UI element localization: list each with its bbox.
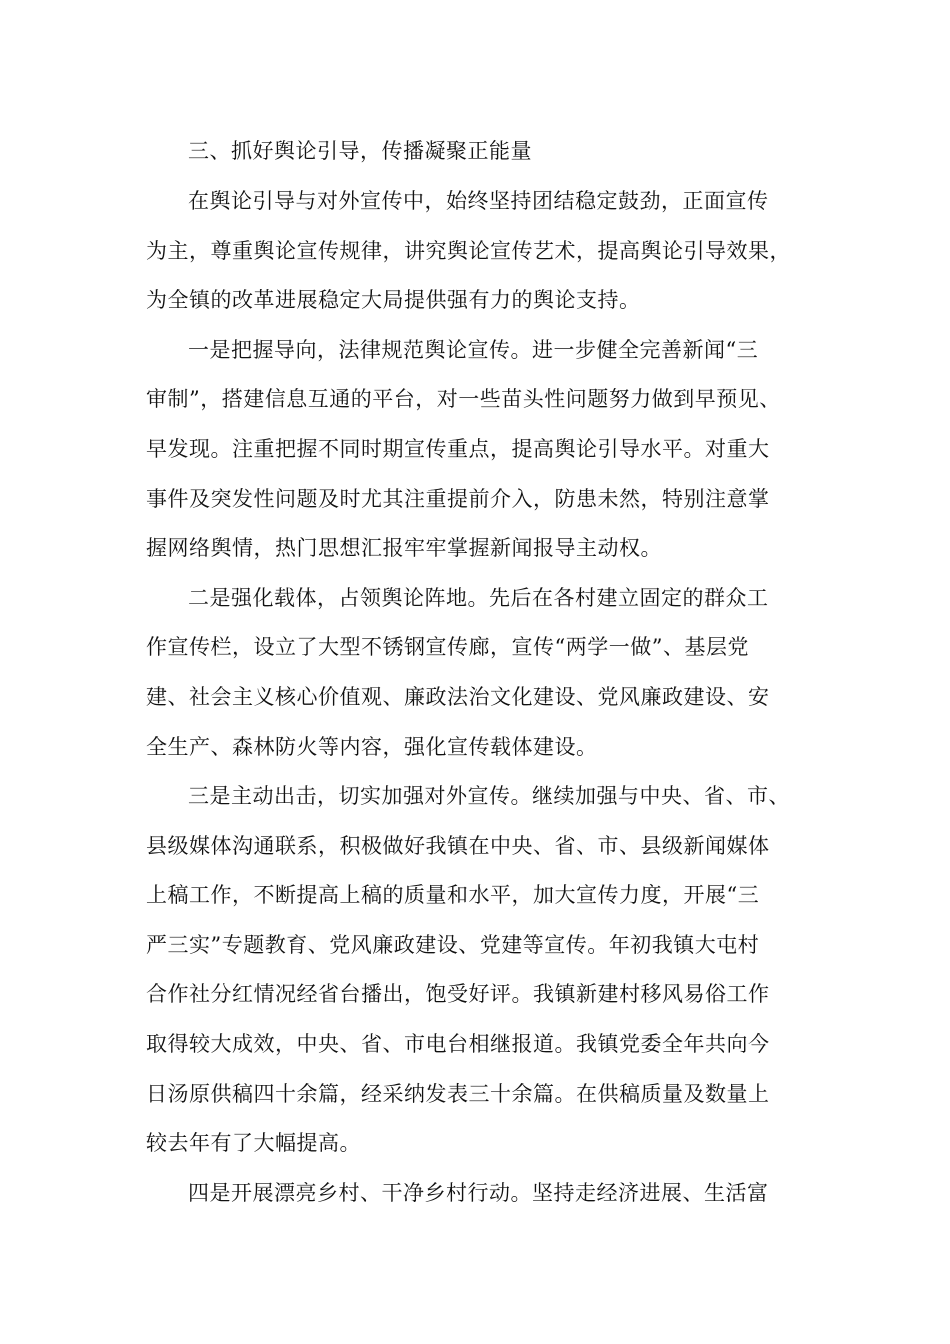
paragraph-line: 在舆论引导与对外宣传中，始终坚持团结稳定鼓劲，正面宣传: [188, 189, 769, 213]
paragraph-line: 早发现。注重把握不同时期宣传重点，提高舆论引导水平。对重大: [146, 437, 770, 461]
paragraph-line: 上稿工作，不断提高上稿的质量和水平，加大宣传力度，开展“三: [146, 883, 760, 907]
section-heading: 三、抓好舆论引导，传播凝聚正能量: [188, 139, 532, 163]
paragraph-line: 一是把握导向，法律规范舆论宣传。进一步健全完善新闻“三: [188, 338, 759, 362]
paragraph-line: 审制”，搭建信息互通的平台，对一些苗头性问题努力做到早预见、: [146, 387, 781, 411]
paragraph-line: 严三实”专题教育、党风廉政建设、党建等宣传。年初我镇大屯村: [146, 933, 760, 957]
paragraph-line: 较去年有了大幅提高。: [146, 1131, 361, 1155]
paragraph-line: 县级媒体沟通联系，积极做好我镇在中央、省、市、县级新闻媒体: [146, 834, 770, 858]
paragraph-line: 二是强化载体，占领舆论阵地。先后在各村建立固定的群众工: [188, 586, 769, 610]
paragraph-line: 四是开展漂亮乡村、干净乡村行动。坚持走经济进展、生活富: [188, 1181, 769, 1205]
paragraph-line: 合作社分红情况经省台播出，饱受好评。我镇新建村移风易俗工作: [146, 982, 770, 1006]
paragraph-line: 作宣传栏，设立了大型不锈钢宣传廊，宣传“两学一做”、基层党: [146, 635, 749, 659]
paragraph-line: 取得较大成效，中央、省、市电台相继报道。我镇党委全年共向今: [146, 1032, 770, 1056]
paragraph-line: 为主，尊重舆论宣传规律，讲究舆论宣传艺术，提高舆论引导效果，: [146, 239, 791, 263]
paragraph-line: 事件及突发性问题及时尤其注重提前介入，防患未然，特别注意掌: [146, 487, 770, 511]
paragraph-line: 日汤原供稿四十余篇，经采纳发表三十余篇。在供稿质量及数量上: [146, 1082, 770, 1106]
paragraph-line: 建、社会主义核心价值观、廉政法治文化建设、党风廉政建设、安: [146, 685, 770, 709]
paragraph-line: 为全镇的改革进展稳定大局提供强有力的舆论支持。: [146, 288, 641, 312]
paragraph-line: 三是主动出击，切实加强对外宣传。继续加强与中央、省、市、: [188, 784, 790, 808]
paragraph-line: 握网络舆情，热门思想汇报牢牢掌握新闻报导主动权。: [146, 536, 662, 560]
paragraph-line: 全生产、森林防火等内容，强化宣传载体建设。: [146, 735, 598, 759]
